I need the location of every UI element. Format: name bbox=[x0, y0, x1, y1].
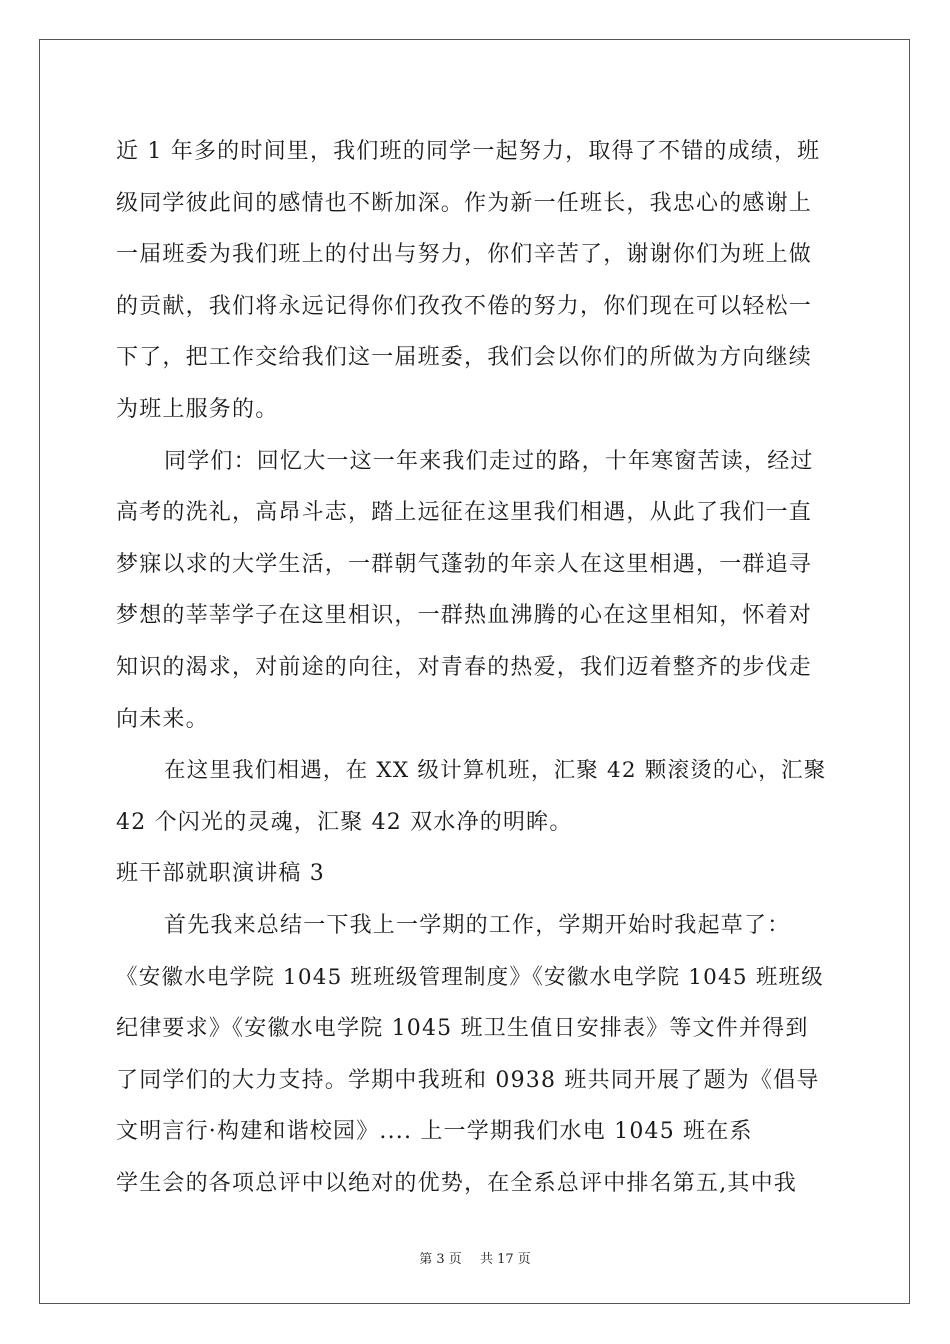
text-line: 42 个闪光的灵魂，汇聚 42 双水净的明眸。 bbox=[116, 809, 573, 835]
text-line: 下了，把工作交给我们这一届班委，我们会以你们的所做为方向继续 bbox=[116, 345, 813, 371]
text-line: 文明言行·构建和谐校园》.... 上一学期我们水电 1045 班在系 bbox=[116, 1119, 753, 1145]
text-line: 梦想的莘莘学子在这里相识，一群热血沸腾的心在这里相知，怀着对 bbox=[116, 603, 813, 629]
text-line: 的贡献，我们将永远记得你们孜孜不倦的努力，你们现在可以轻松一 bbox=[116, 293, 813, 319]
text-line: 知识的渴求，对前途的向往，对青春的热爱，我们迈着整齐的步伐走 bbox=[116, 654, 813, 680]
text-line: 为班上服务的。 bbox=[116, 396, 279, 422]
page-total: 共 17 页 bbox=[479, 1252, 531, 1267]
text-line: 一届班委为我们班上的付出与努力，你们辛苦了，谢谢你们为班上做 bbox=[116, 242, 813, 268]
page-footer bbox=[0, 1248, 950, 1267]
text-line: 同学们：回忆大一这一年来我们走过的路，十年寒窗苦读，经过 bbox=[164, 448, 814, 474]
text-line: 学生会的各项总评中以绝对的优势，在全系总评中排名第五,其中我 bbox=[116, 1170, 797, 1196]
text-line: 高考的洗礼，高昂斗志，踏上远征在这里我们相遇，从此了我们一直 bbox=[116, 500, 813, 526]
document-body bbox=[116, 126, 836, 1209]
text-line: 首先我来总结一下我上一学期的工作，学期开始时我起草了： bbox=[164, 912, 791, 938]
text-line: 级同学彼此间的感情也不断加深。作为新一任班长，我忠心的感谢上 bbox=[116, 190, 813, 216]
text-line: 近 1 年多的时间里，我们班的同学一起努力，取得了不错的成绩，班 bbox=[116, 139, 821, 164]
text-line: 在这里我们相遇，在 XX 级计算机班，汇聚 42 颗滚烫的心，汇聚 bbox=[164, 758, 827, 784]
text-line: 班干部就职演讲稿 3 bbox=[116, 861, 325, 887]
text-line: 纪律要求》《安徽水电学院 1045 班卫生值日安排表》等文件并得到 bbox=[116, 1016, 809, 1042]
text-line: 《安徽水电学院 1045 班班级管理制度》《安徽水电学院 1045 班班级 bbox=[116, 964, 824, 990]
text-line: 梦寐以求的大学生活，一群朝气蓬勃的年亲人在这里相遇，一群追寻 bbox=[116, 551, 813, 577]
text-line: 向未来。 bbox=[116, 706, 209, 732]
text-line: 了同学们的大力支持。学期中我班和 0938 班共同开展了题为《倡导 bbox=[116, 1067, 820, 1093]
page-number: 第 3 页 bbox=[419, 1252, 462, 1267]
